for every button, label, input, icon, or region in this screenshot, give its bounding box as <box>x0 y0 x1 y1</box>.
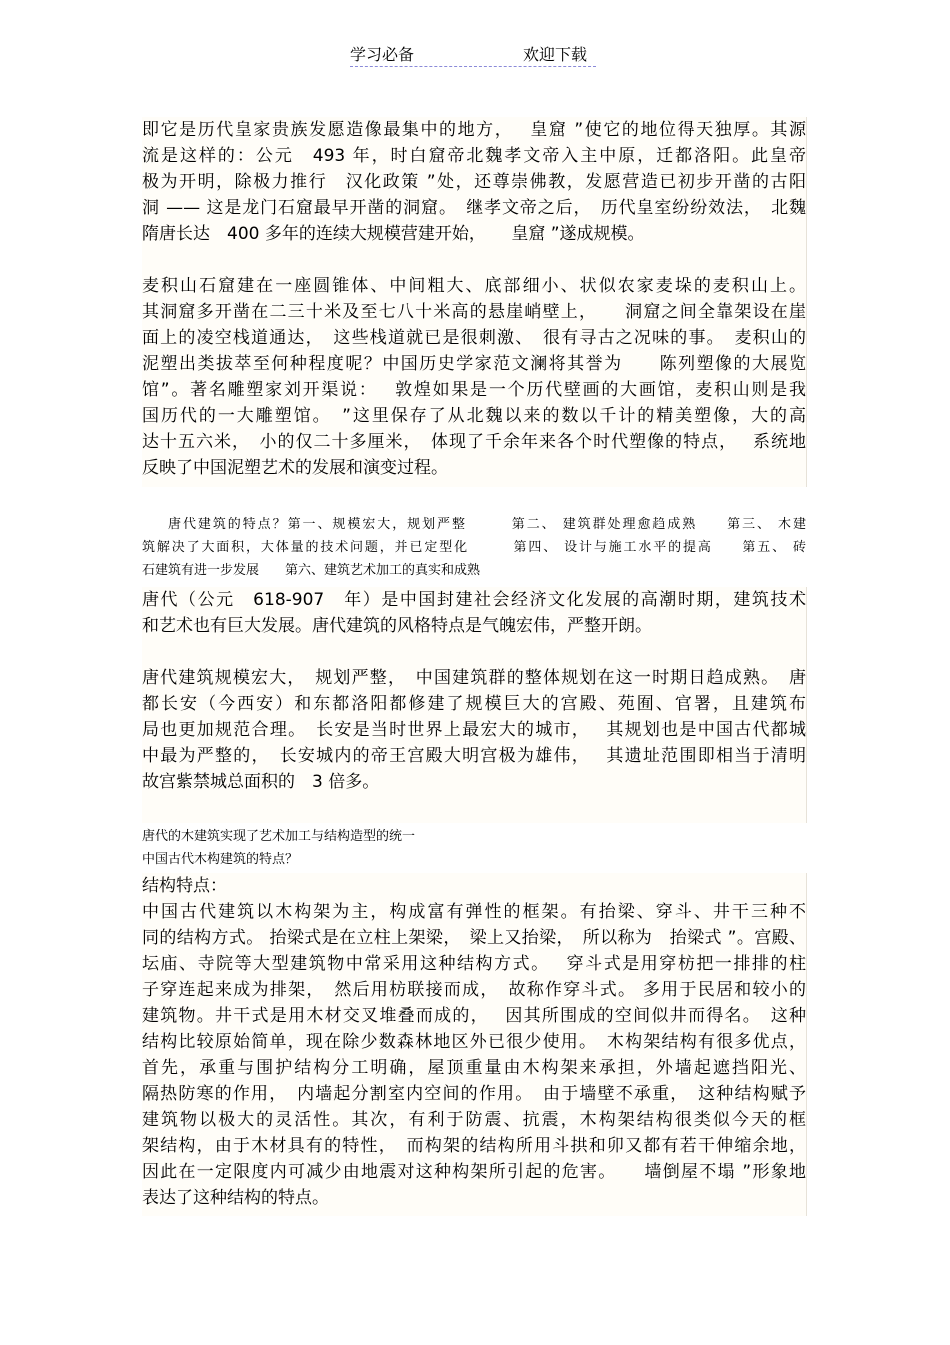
text-line: 中国古代木构建筑的特点？ <box>142 852 299 867</box>
tang-architecture-question <box>142 513 806 582</box>
tang-architecture-section <box>142 587 807 823</box>
text-line: 国历代的一大雕塑馆。 ”这里保存了从北魏以来的数以千计的精美塑像，大的高 <box>142 406 806 426</box>
text-line: 馆”。著名雕塑家刘开渠说： 敦煌如果是一个历代壁画的大画馆，麦积山则是我 <box>142 380 806 400</box>
header-right-text: 欢迎下载 <box>523 45 588 64</box>
text-line: 唐代的木建筑实现了艺术加工与结构造型的统一 <box>142 829 416 844</box>
wood-structure-question <box>142 825 806 871</box>
paragraph-tang-intro <box>142 587 806 639</box>
text-line: 和艺术也有巨大发展。唐代建筑的风格特点是气魄宏伟，严整开朗。 <box>142 616 652 636</box>
text-line: 子穿连起来成为排架， 然后用枋联接而成， 故称作穿斗式。 多用于民居和较小的 <box>142 980 806 1000</box>
text-line: 中最为严整的， 长安城内的帝王宫殿大明宫极为雄伟， 其遗址范围即相当于清明 <box>142 746 806 766</box>
text-line: 石建筑有进一步发展 第六、建筑艺术加工的真实和成熟 <box>142 563 481 578</box>
text-line: 隋唐长达 400 多年的连续大规模营建开始， 皇窟 ”遂成规模。 <box>142 224 645 244</box>
paragraph-tang-scale <box>142 665 806 795</box>
text-line: 筑解决了大面积，大体量的技术问题，并已定型化 第四、 设计与施工水平的提高 第五、 砖 <box>142 540 806 555</box>
text-line: 建筑物以极大的灵活性。其次，有利于防震、抗震，木构架结构很类似今天的框 <box>142 1110 806 1130</box>
text-line: 即它是历代皇家贵族发愿造像最集中的地方， 皇窟 ”使它的地位得天独厚。其源 <box>142 120 806 140</box>
text-line: 局也更加规范合理。 长安是当时世界上最宏大的城市， 其规划也是中国古代都城 <box>142 720 806 740</box>
text-line: 因此在一定限度内可减少由地震对这种构架所引起的危害。 墙倒屋不塌 ”形象地 <box>142 1162 806 1182</box>
text-line: 首先，承重与围护结构分工明确，屋顶重量由木构架来承担，外墙起遮挡阳光、 <box>142 1058 806 1078</box>
text-line: 坛庙、寺院等大型建筑物中常采用这种结构方式。 穿斗式是用穿枋把一排排的柱 <box>142 954 806 974</box>
text-line: 其洞窟多开凿在二三十米及至七八十米高的悬崖峭壁上， 洞窟之间全靠架设在崖 <box>142 302 806 322</box>
text-line: 隔热防寒的作用， 内墙起分割室内空间的作用。 由于墙壁不承重， 这种结构赋予 <box>142 1084 806 1104</box>
text-line: 都长安（今西安）和东都洛阳都修建了规模巨大的宫殿、苑囿、官署，且建筑布 <box>142 694 806 714</box>
text-line: 反映了中国泥塑艺术的发展和演变过程。 <box>142 458 448 478</box>
page-header <box>350 40 596 67</box>
text-line: 中国古代建筑以木构架为主，构成富有弹性的框架。有抬梁、穿斗、井干三种不 <box>142 902 806 922</box>
text-line: 同的结构方式。 抬梁式是在立柱上架梁， 梁上又抬梁， 所以称为 抬梁式 ”。宫殿、 <box>142 928 806 948</box>
text-line: 结构比较原始简单，现在除少数森林地区外已很少使用。 木构架结构有很多优点， <box>142 1032 806 1052</box>
header-left-text: 学习必备 <box>350 45 415 64</box>
text-line: 泥塑出类拔萃至何种程度呢？中国历史学家范文澜将其誉为 陈列塑像的大展览 <box>142 354 806 374</box>
paragraph-longmen <box>142 117 806 247</box>
paragraph-maijishan <box>142 273 806 481</box>
text-line: 故宫紫禁城总面积的 3 倍多。 <box>142 772 380 792</box>
text-line: 达十五六米， 小的仅二十多厘米， 体现了千余年来各个时代塑像的特点， 系统地 <box>142 432 806 452</box>
text-line: 极为开明，除极力推行 汉化政策 ”处，还尊崇佛教，发愿营造已初步开凿的古阳 <box>142 172 806 192</box>
text-line: 洞 —— 这是龙门石窟最早开凿的洞窟。 继孝文帝之后， 历代皇室纷纷效法， 北魏 <box>142 198 806 218</box>
longmen-maiji-section <box>142 117 807 487</box>
text-line: 架结构，由于木材具有的特性， 而构架的结构所用斗拱和卯又都有若干伸缩余地， <box>142 1136 806 1156</box>
text-line: 唐代建筑的特点？第一、规模宏大，规划严整 第二、 建筑群处理愈趋成熟 第三、 木建 <box>168 517 806 532</box>
text-line: 麦积山石窟建在一座圆锥体、中间粗大、底部细小、状似农家麦垛的麦积山上。 <box>142 276 806 296</box>
text-line: 表达了这种结构的特点。 <box>142 1188 329 1208</box>
section-heading: 结构特点： <box>142 876 227 896</box>
text-line: 唐代建筑规模宏大， 规划严整， 中国建筑群的整体规划在这一时期日趋成熟。 唐 <box>142 668 806 688</box>
text-line: 唐代（公元 618-907 年）是中国封建社会经济文化发展的高潮时期，建筑技术 <box>142 590 806 610</box>
wood-structure-section <box>142 873 807 1216</box>
text-line: 建筑物。井干式是用木材交叉堆叠而成的， 因其所围成的空间似井而得名。 这种 <box>142 1006 806 1026</box>
text-line: 流是这样的：公元 493 年，时白窟帝北魏孝文帝入主中原，迁都洛阳。此皇帝 <box>142 146 806 166</box>
text-line: 面上的凌空栈道通达， 这些栈道就已是很刺激、 很有寻古之况味的事。 麦积山的 <box>142 328 806 348</box>
